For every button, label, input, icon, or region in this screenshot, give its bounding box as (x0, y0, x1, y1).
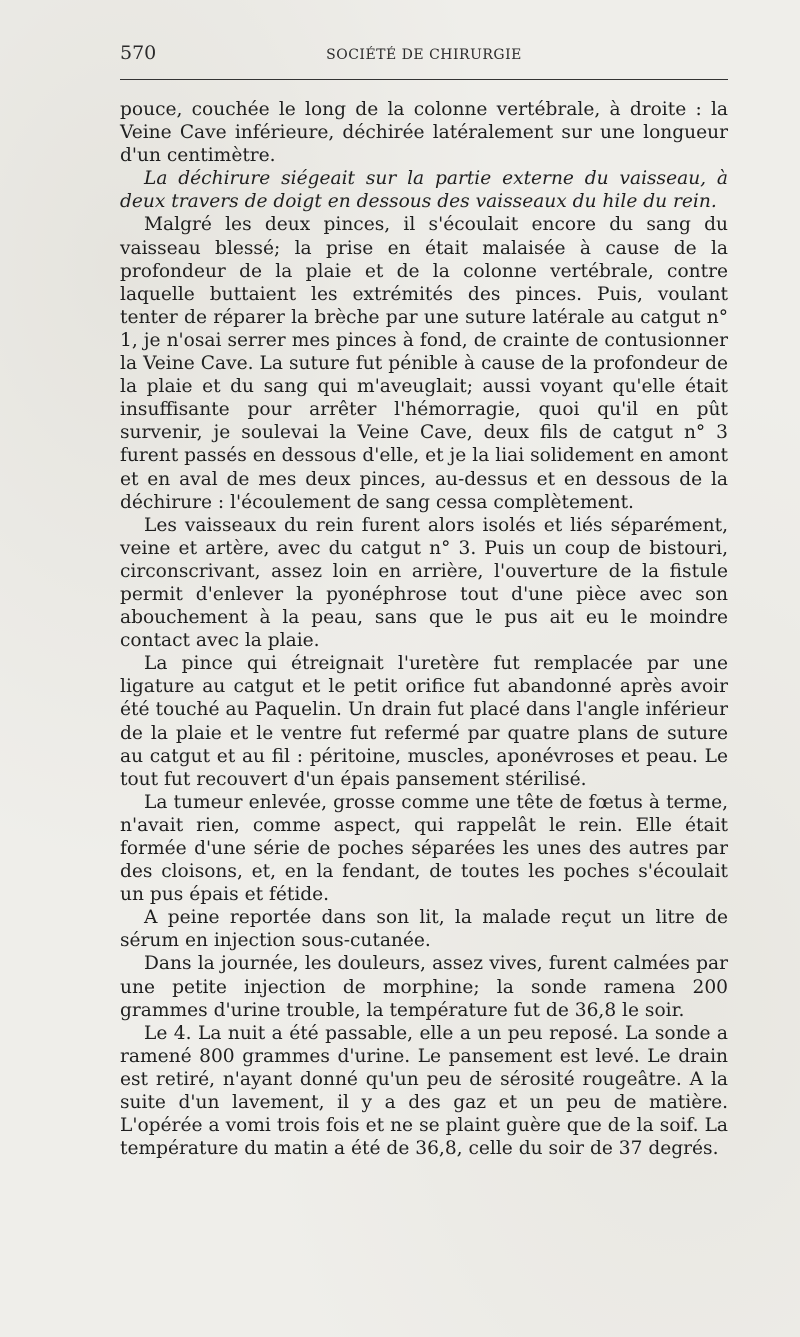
paragraph-italic: La déchirure siégeait sur la partie externe du vaisseau, à deux travers de doigt en dessous des vaisseaux du hile du rein. (120, 168, 728, 213)
paragraph: pouce, couchée le long de la colonne vertébrale, à droite : la Veine Cave inférieure, déchirée latéralement sur une longueur d'un centimètre. (120, 99, 728, 167)
paragraph: La pince qui étreignait l'uretère fut remplacée par une ligature au catgut et le petit orifice fut abandonné après avoir été touché au Paquelin. Un drain fut placé dans l'angle inférieur de la plaie et le ventre fut refermé par quatre plans de suture au catgut et au fil : péritoine, muscles, aponévroses et peau. Le tout fut recouvert d'un épais pansement stérilisé. (120, 653, 728, 790)
body-text (120, 98, 728, 1160)
paragraph: A peine reportée dans son lit, la malade reçut un litre de sérum en injection sous-cutanée. (120, 907, 728, 952)
running-title: SOCIÉTÉ DE CHIRURGIE (326, 47, 522, 63)
paragraph: Les vaisseaux du rein furent alors isolés et liés séparément, veine et artère, avec du catgut n° 3. Puis un coup de bistouri, circonscrivant, assez loin en arrière, l'ouverture de la fistule permit d'enlever la pyonéphrose tout d'une pièce avec son abouchement à la peau, sans que le pus ait eu le moindre contact avec la plaie. (120, 514, 728, 652)
paragraph: Dans la journée, les douleurs, assez vives, furent calmées par une petite injection de morphine; la sonde ramena 200 grammes d'urine trouble, la température fut de 36,8 le soir. (120, 953, 728, 1021)
paragraph: La tumeur enlevée, grosse comme une tête de fœtus à terme, n'avait rien, comme aspect, qui rappelât le rein. Elle était formée d'une série de poches séparées les unes des autres par des cloisons, et, en la fendant, de toutes les poches s'écoulait un pus épais et fétide. (120, 791, 728, 906)
paragraph: Malgré les deux pinces, il s'écoulait encore du sang du vaisseau blessé; la prise en était malaisée à cause de la profondeur de la plaie et de la colonne vertébrale, contre laquelle buttaient les extrémités des pinces. Puis, voulant tenter de réparer la brèche par une suture latérale au catgut n° 1, je n'osai serrer mes pinces à fond, de crainte de contusionner la Veine Cave. La suture fut pénible à cause de la profondeur de la plaie et du sang qui m'aveuglait; aussi voyant qu'elle était insuffisante pour arrêter l'hémorragie, quoi qu'il en pût survenir, je soulevai la Veine Cave, deux fils de catgut n° 3 furent passés en dessous d'elle, et je la liai solidement en amont et en aval de mes deux pinces, au-dessus et en dessous de la déchirure : l'écoulement de sang cessa complètement. (120, 214, 728, 513)
page-number: 570 (120, 42, 157, 64)
header-rule (120, 79, 728, 80)
paragraph: Le 4. La nuit a été passable, elle a un peu reposé. La sonde a ramené 800 grammes d'urine. Le pansement est levé. Le drain est retiré, n'ayant donné qu'un peu de sérosité rougeâtre. A la suite d'un lavement, il y a des gaz et un peu de matière. L'opérée a vomi trois fois et ne se plaint guère que de la soif. La température du matin a été de 36,8, celle du soir de 37 degrés. (120, 1022, 728, 1160)
page-header (120, 42, 728, 72)
